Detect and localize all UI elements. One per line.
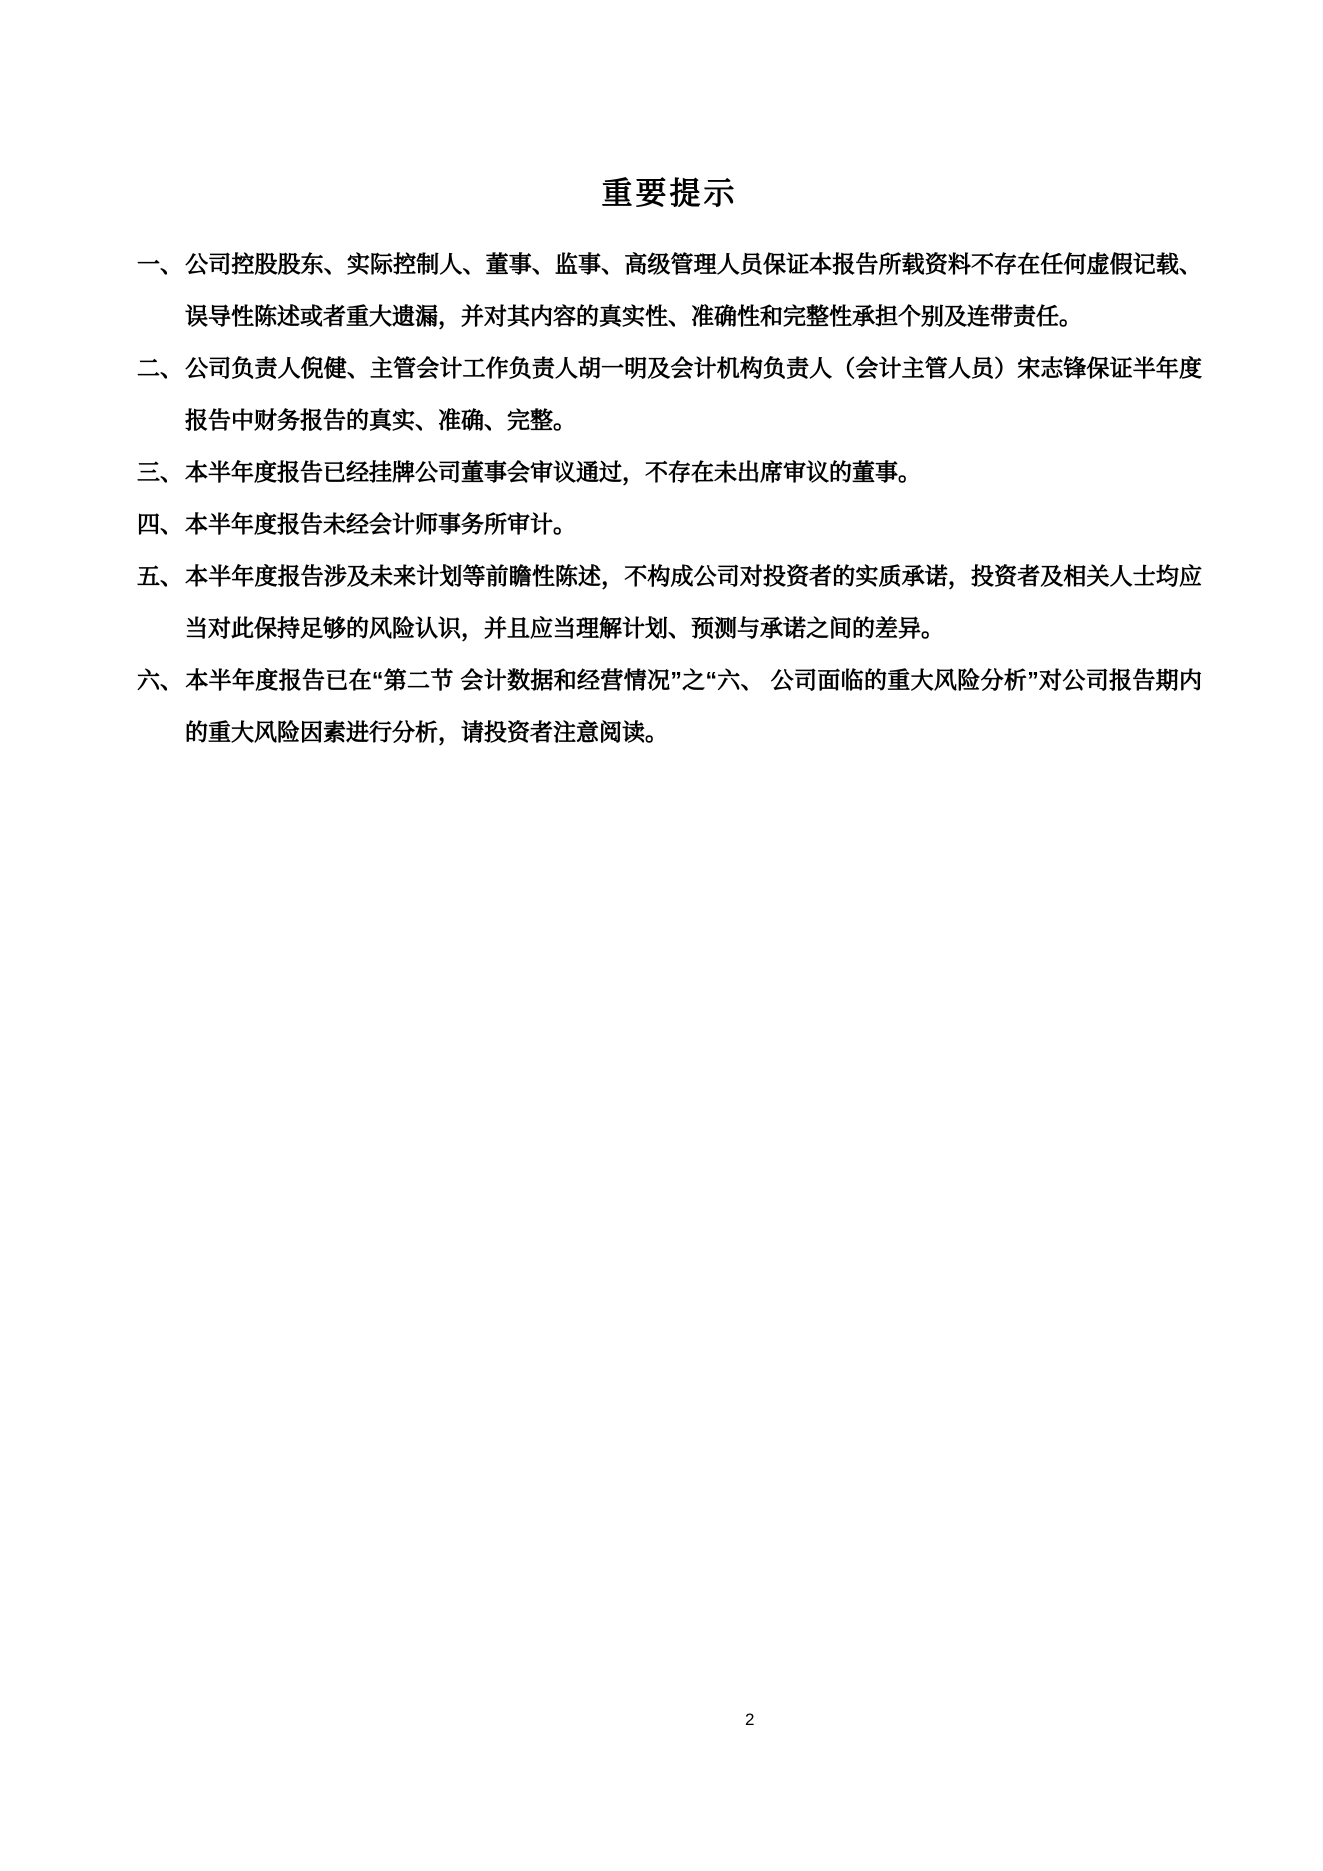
item-text: 公司控股股东、实际控制人、董事、监事、高级管理人员保证本报告所载资料不存在任何虚假记载、误导性陈述或者重大遗漏，并对其内容的真实性、准确性和完整性承担个别及连带责任。 bbox=[185, 251, 1202, 329]
item-number: 三、 bbox=[137, 459, 183, 485]
page-title: 重要提示 bbox=[601, 176, 738, 211]
item-number: 五、 bbox=[137, 563, 183, 589]
item-number: 四、 bbox=[137, 511, 183, 537]
notice-item bbox=[137, 550, 1202, 654]
item-text: 本半年度报告未经会计师事务所审计。 bbox=[185, 511, 576, 537]
item-number: 六、 bbox=[137, 667, 183, 693]
page-number: 2 bbox=[745, 1710, 755, 1729]
notice-item bbox=[137, 654, 1202, 758]
notice-item bbox=[137, 446, 1202, 498]
notice-list bbox=[137, 238, 1202, 758]
notice-item bbox=[137, 498, 1202, 550]
notice-item bbox=[137, 342, 1202, 446]
item-number: 一、 bbox=[137, 251, 183, 277]
notice-item bbox=[137, 238, 1202, 342]
item-text: 本半年度报告涉及未来计划等前瞻性陈述，不构成公司对投资者的实质承诺，投资者及相关人士均应当对此保持足够的风险认识，并且应当理解计划、预测与承诺之间的差异。 bbox=[185, 563, 1202, 641]
item-text: 本半年度报告已在“第二节 会计数据和经营情况”之“六、 公司面临的重大风险分析”对公司报告期内的重大风险因素进行分析，请投资者注意阅读。 bbox=[185, 667, 1202, 745]
item-number: 二、 bbox=[137, 355, 183, 381]
item-text: 本半年度报告已经挂牌公司董事会审议通过，不存在未出席审议的董事。 bbox=[185, 459, 921, 485]
item-text: 公司负责人倪健、主管会计工作负责人胡一明及会计机构负责人（会计主管人员）宋志锋保证半年度报告中财务报告的真实、准确、完整。 bbox=[185, 355, 1202, 433]
